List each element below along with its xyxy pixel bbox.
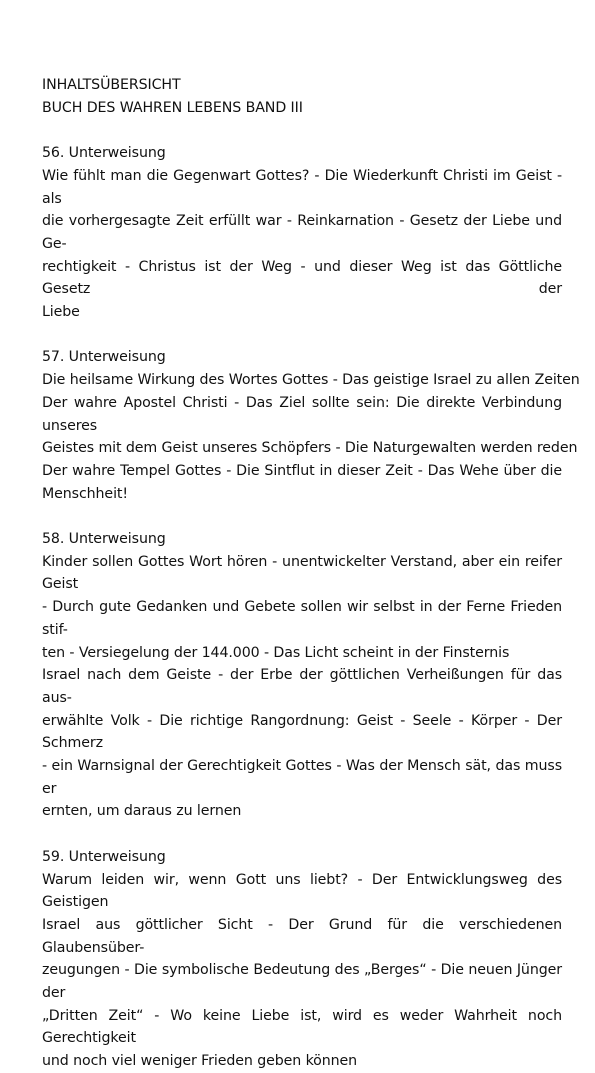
section-text-line: ernten, um daraus zu lernen	[42, 803, 242, 820]
section-text-line: Liebe	[42, 304, 80, 321]
spacer	[42, 119, 562, 142]
section-text-line: Menschheit!	[42, 485, 128, 502]
section-text-line: Der wahre Tempel Gottes - Die Sintflut in dieser Zeit - Das Wehe über die	[42, 462, 562, 479]
page-content	[42, 74, 580, 1073]
section-text-line: Die heilsame Wirkung des Wortes Gottes - Das geistige Israel zu allen Zeiten	[42, 372, 580, 389]
section-text-line: zeugungen - Die symbolische Bedeutung des „Berges“ - Die neuen Jünger der	[42, 962, 562, 1002]
section-text-line: Kinder sollen Gottes Wort hören - unentwickelter Verstand, aber ein reifer Geist	[42, 553, 562, 593]
section-text-line: Israel nach dem Geiste - der Erbe der göttlichen Verheißungen für das aus-	[42, 667, 562, 706]
section-text-line: die vorhergesagte Zeit erfüllt war - Reinkarnation - Gesetz der Liebe und Ge-	[42, 213, 562, 252]
section-text-line: Warum leiden wir, wenn Gott uns liebt? - Der Entwicklungsweg des Geistigen	[42, 871, 562, 911]
section-text-line: und noch viel weniger Frieden geben können	[42, 1053, 358, 1070]
section-text-line: - Durch gute Gedanken und Gebete sollen wir selbst in der Ferne Frieden stif-	[42, 599, 562, 638]
section-heading: 57. Unterweisung	[42, 349, 166, 366]
section-text-line: rechtigkeit - Christus ist der Weg - und dieser Weg ist das Göttliche Gesetz der	[42, 258, 562, 298]
spacer	[42, 324, 562, 347]
spacer	[42, 823, 562, 846]
section-heading: 56. Unterweisung	[42, 145, 166, 162]
spacer	[42, 505, 562, 528]
section-text-line: - ein Warnsignal der Gerechtigkeit Gottes - Was der Mensch sät, das muss er	[42, 758, 562, 797]
section-heading: 59. Unterweisung	[42, 848, 166, 865]
page-subtitle: BUCH DES WAHREN LEBENS BAND III	[42, 99, 303, 116]
section-text-line: Israel aus göttlicher Sicht - Der Grund für die verschiedenen Glaubensüber-	[42, 916, 562, 956]
page-title: INHALTSÜBERSICHT	[42, 77, 181, 93]
section-text-line: Geistes mit dem Geist unseres Schöpfers - Die Naturgewalten werden reden	[42, 440, 578, 457]
section-heading: 58. Unterweisung	[42, 531, 166, 548]
section-text-line: ten - Versiegelung der 144.000 - Das Licht scheint in der Finsternis	[42, 644, 510, 661]
section-text-line: erwählte Volk - Die richtige Rangordnung: Geist - Seele - Körper - Der Schmerz	[42, 712, 562, 752]
section-text-line: Der wahre Apostel Christi - Das Ziel sollte sein: Die direkte Verbindung unseres	[42, 394, 562, 434]
section-text-line: „Dritten Zeit“ - Wo keine Liebe ist, wird es weder Wahrheit noch Gerechtigkeit	[42, 1007, 562, 1047]
section-text-line: Wie fühlt man die Gegenwart Gottes? - Die Wiederkunft Christi im Geist - als	[42, 167, 562, 207]
